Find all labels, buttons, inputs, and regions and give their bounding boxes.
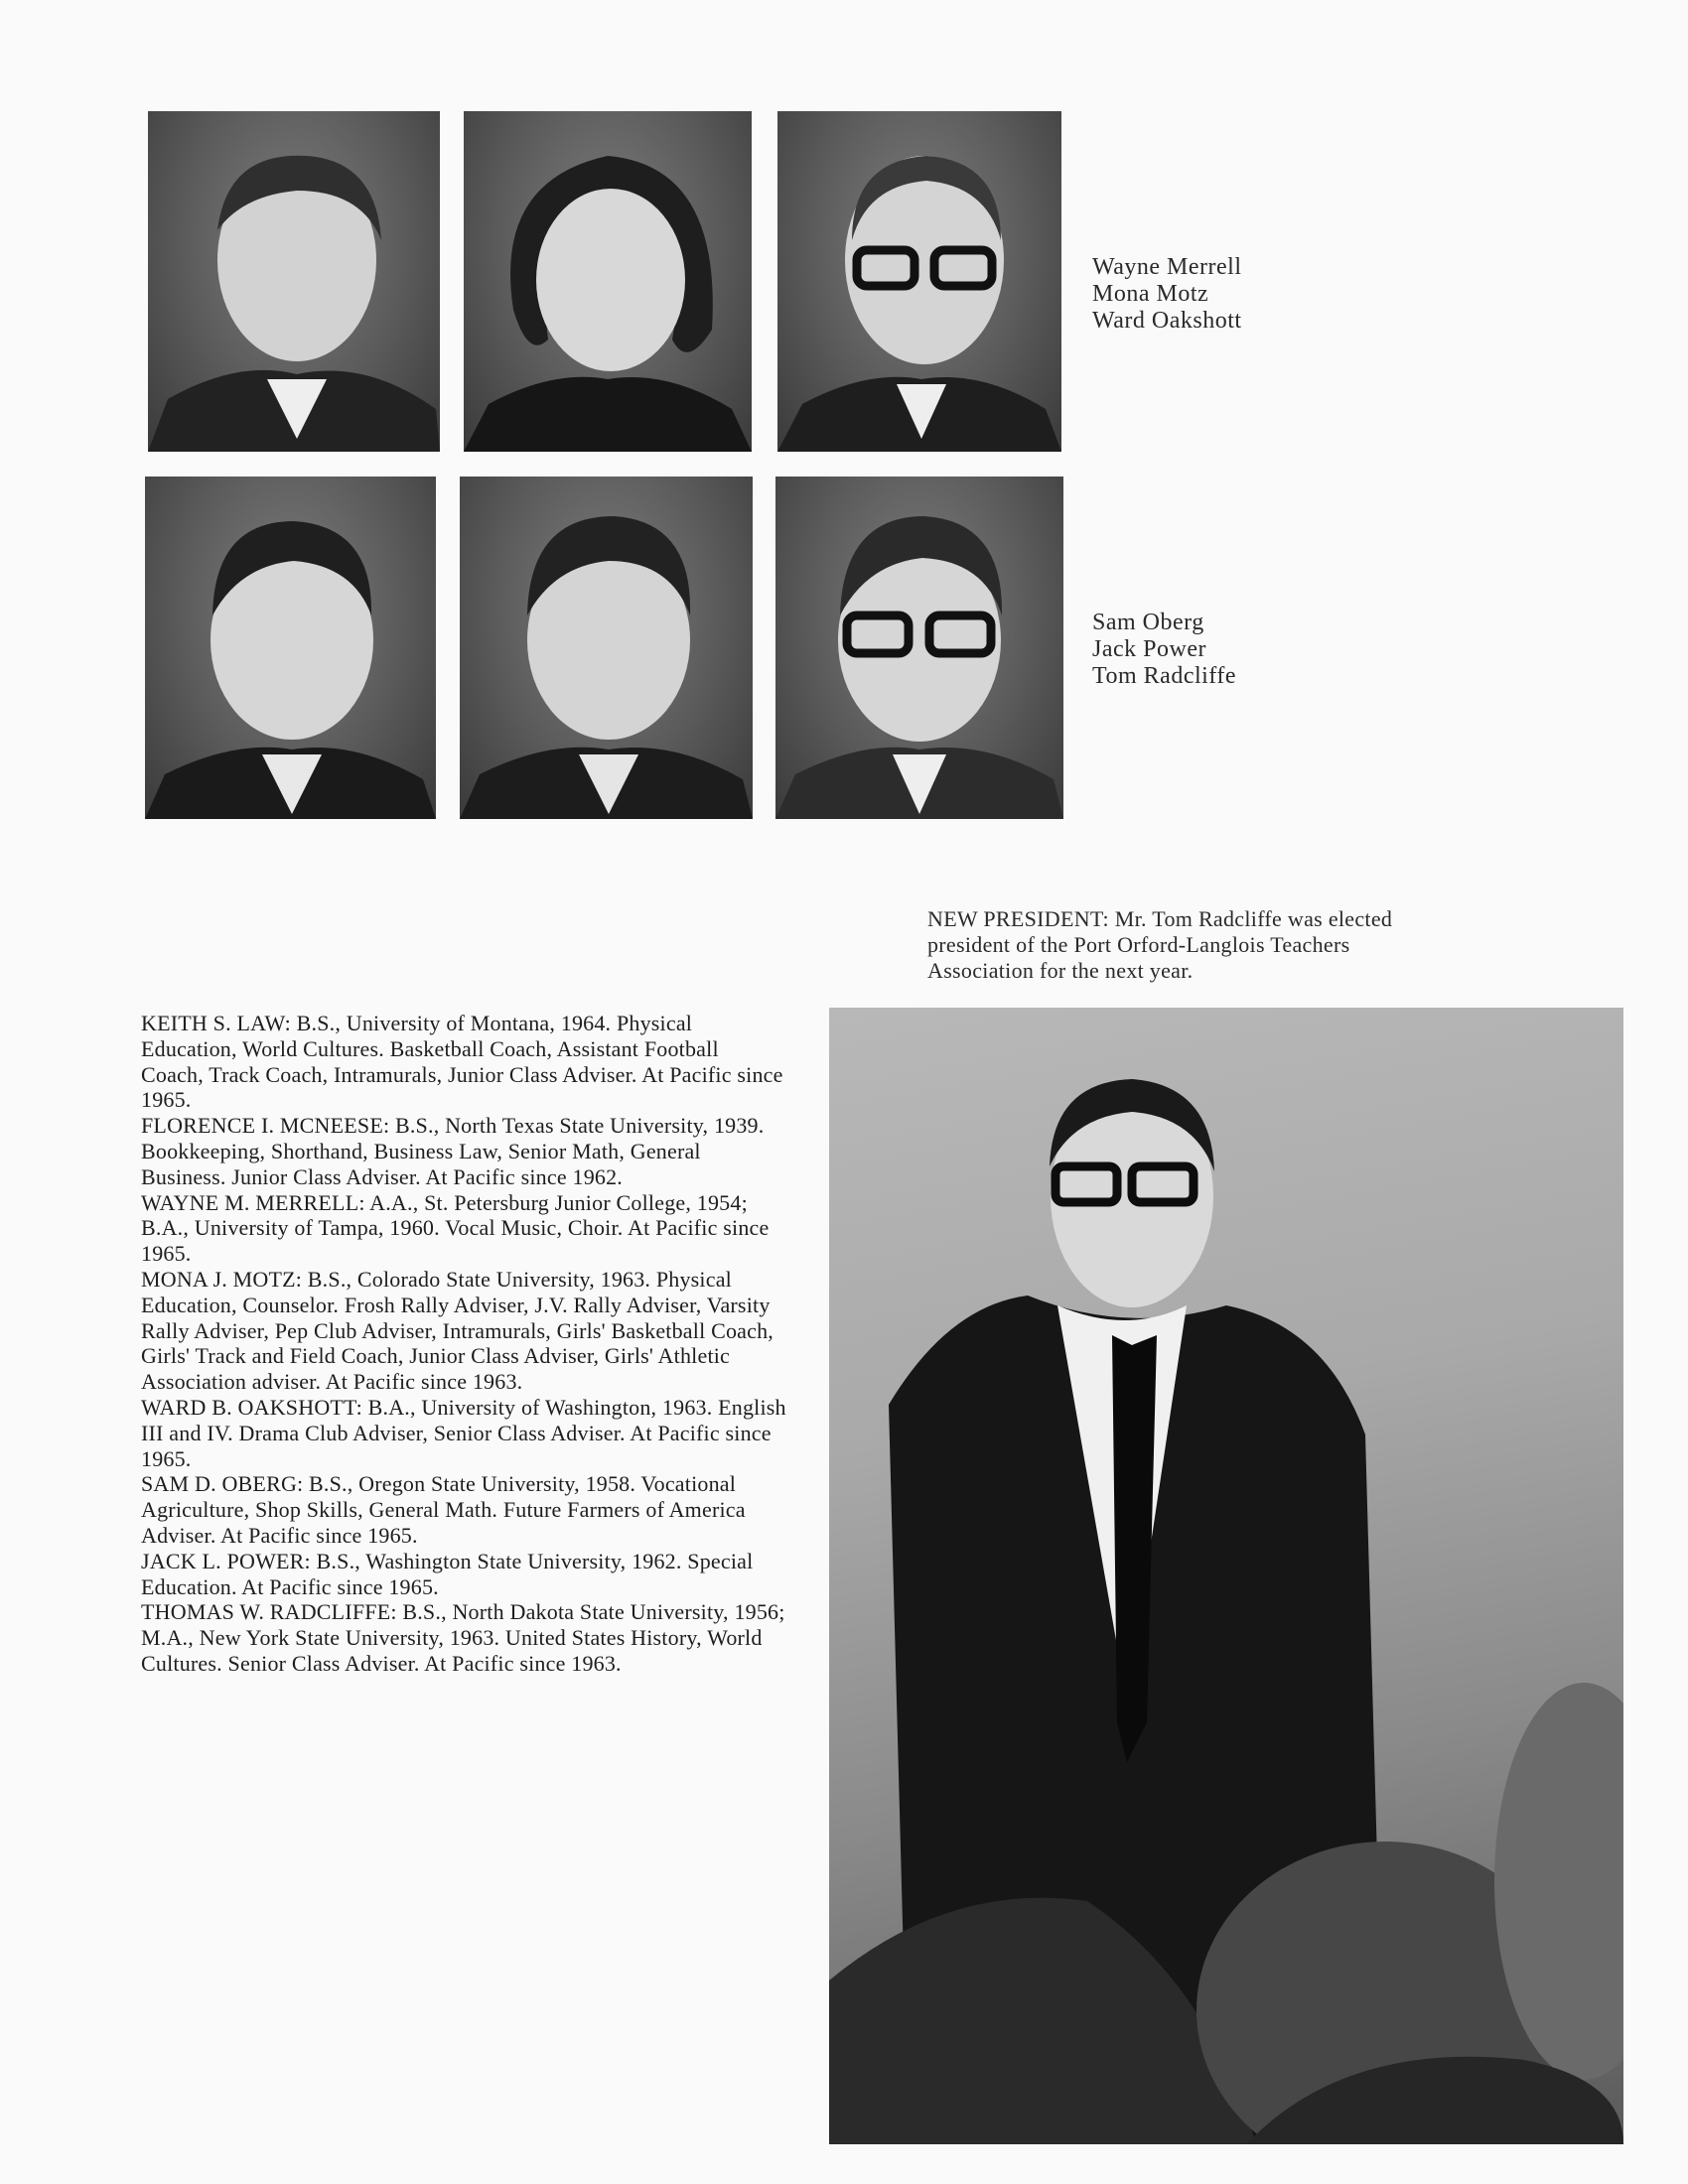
faculty-bios (141, 1011, 786, 1677)
bio-florence-mcneese: FLORENCE I. MCNEESE: B.S., North Texas State University, 1939. Bookkeeping, Shorthand, Business Law, Senior Math, General Business. Junior Class Adviser. At Pacific since 1962. (141, 1113, 765, 1189)
name-label: Jack Power (1092, 636, 1206, 662)
bio-keith-law: KEITH S. LAW: B.S., University of Montana, 1964. Physical Education, World Cultures. Basketball Coach, Assistant Football Coach, Track Coach, Intramurals, Junior Class Adviser. At Pacific since 1965. (141, 1011, 783, 1113)
bio-jack-power: JACK L. POWER: B.S., Washington State University, 1962. Special Education. At Pacific since 1965. (141, 1548, 754, 1599)
name-label: Tom Radcliffe (1092, 663, 1237, 689)
bio-thomas-radcliffe: THOMAS W. RADCLIFFE: B.S., North Dakota State University, 1956; M.A., New York State University, 1963. United States History, World Cultures. Senior Class Adviser. At Pacific since 1963. (141, 1599, 785, 1676)
bio-mona-motz: MONA J. MOTZ: B.S., Colorado State University, 1963. Physical Education, Counselor. Frosh Rally Adviser, J.V. Rally Adviser, Varsity Rally Adviser, Pep Club Adviser, Intramurals, Girls' Basketball Coach, Girls' Track and Field Coach, Junior Class Adviser, Girls' Athletic Association adviser. At Pacific since 1963. (141, 1266, 774, 1395)
portrait-tom-radcliffe (775, 477, 1063, 819)
bio-sam-oberg: SAM D. OBERG: B.S., Oregon State University, 1958. Vocational Agriculture, Shop Skills, General Math. Future Farmers of America Adviser. At Pacific since 1965. (141, 1471, 746, 1548)
portrait-sam-oberg (145, 477, 436, 819)
name-label: Ward Oakshott (1092, 308, 1242, 334)
bio-wayne-merrell: WAYNE M. MERRELL: A.A., St. Petersburg Junior College, 1954; B.A., University of Tampa, 1960. Vocal Music, Choir. At Pacific since 1965. (141, 1189, 770, 1267)
portrait-mona-motz (464, 111, 752, 452)
teacher-speaking-photo (829, 1008, 1623, 2144)
caption-line: NEW PRESIDENT: Mr. Tom Radcliffe was elected (927, 906, 1393, 931)
name-label: Sam Oberg (1092, 610, 1204, 635)
bio-ward-oakshott: WARD B. OAKSHOTT: B.A., University of Washington, 1963. English III and IV. Drama Club Adviser, Senior Class Adviser. At Pacific since 1965. (141, 1394, 786, 1471)
name-label: Mona Motz (1092, 281, 1209, 307)
portrait-wayne-merrell (148, 111, 440, 452)
photo-caption (927, 906, 1563, 984)
portrait-jack-power (460, 477, 753, 819)
caption-line: Association for the next year. (927, 958, 1194, 983)
name-label: Wayne Merrell (1092, 254, 1242, 280)
portrait-ward-oakshott (777, 111, 1061, 452)
caption-line: president of the Port Orford-Langlois Teachers (927, 932, 1350, 957)
names-row-2 (1092, 610, 1236, 690)
names-row-1 (1092, 254, 1242, 335)
